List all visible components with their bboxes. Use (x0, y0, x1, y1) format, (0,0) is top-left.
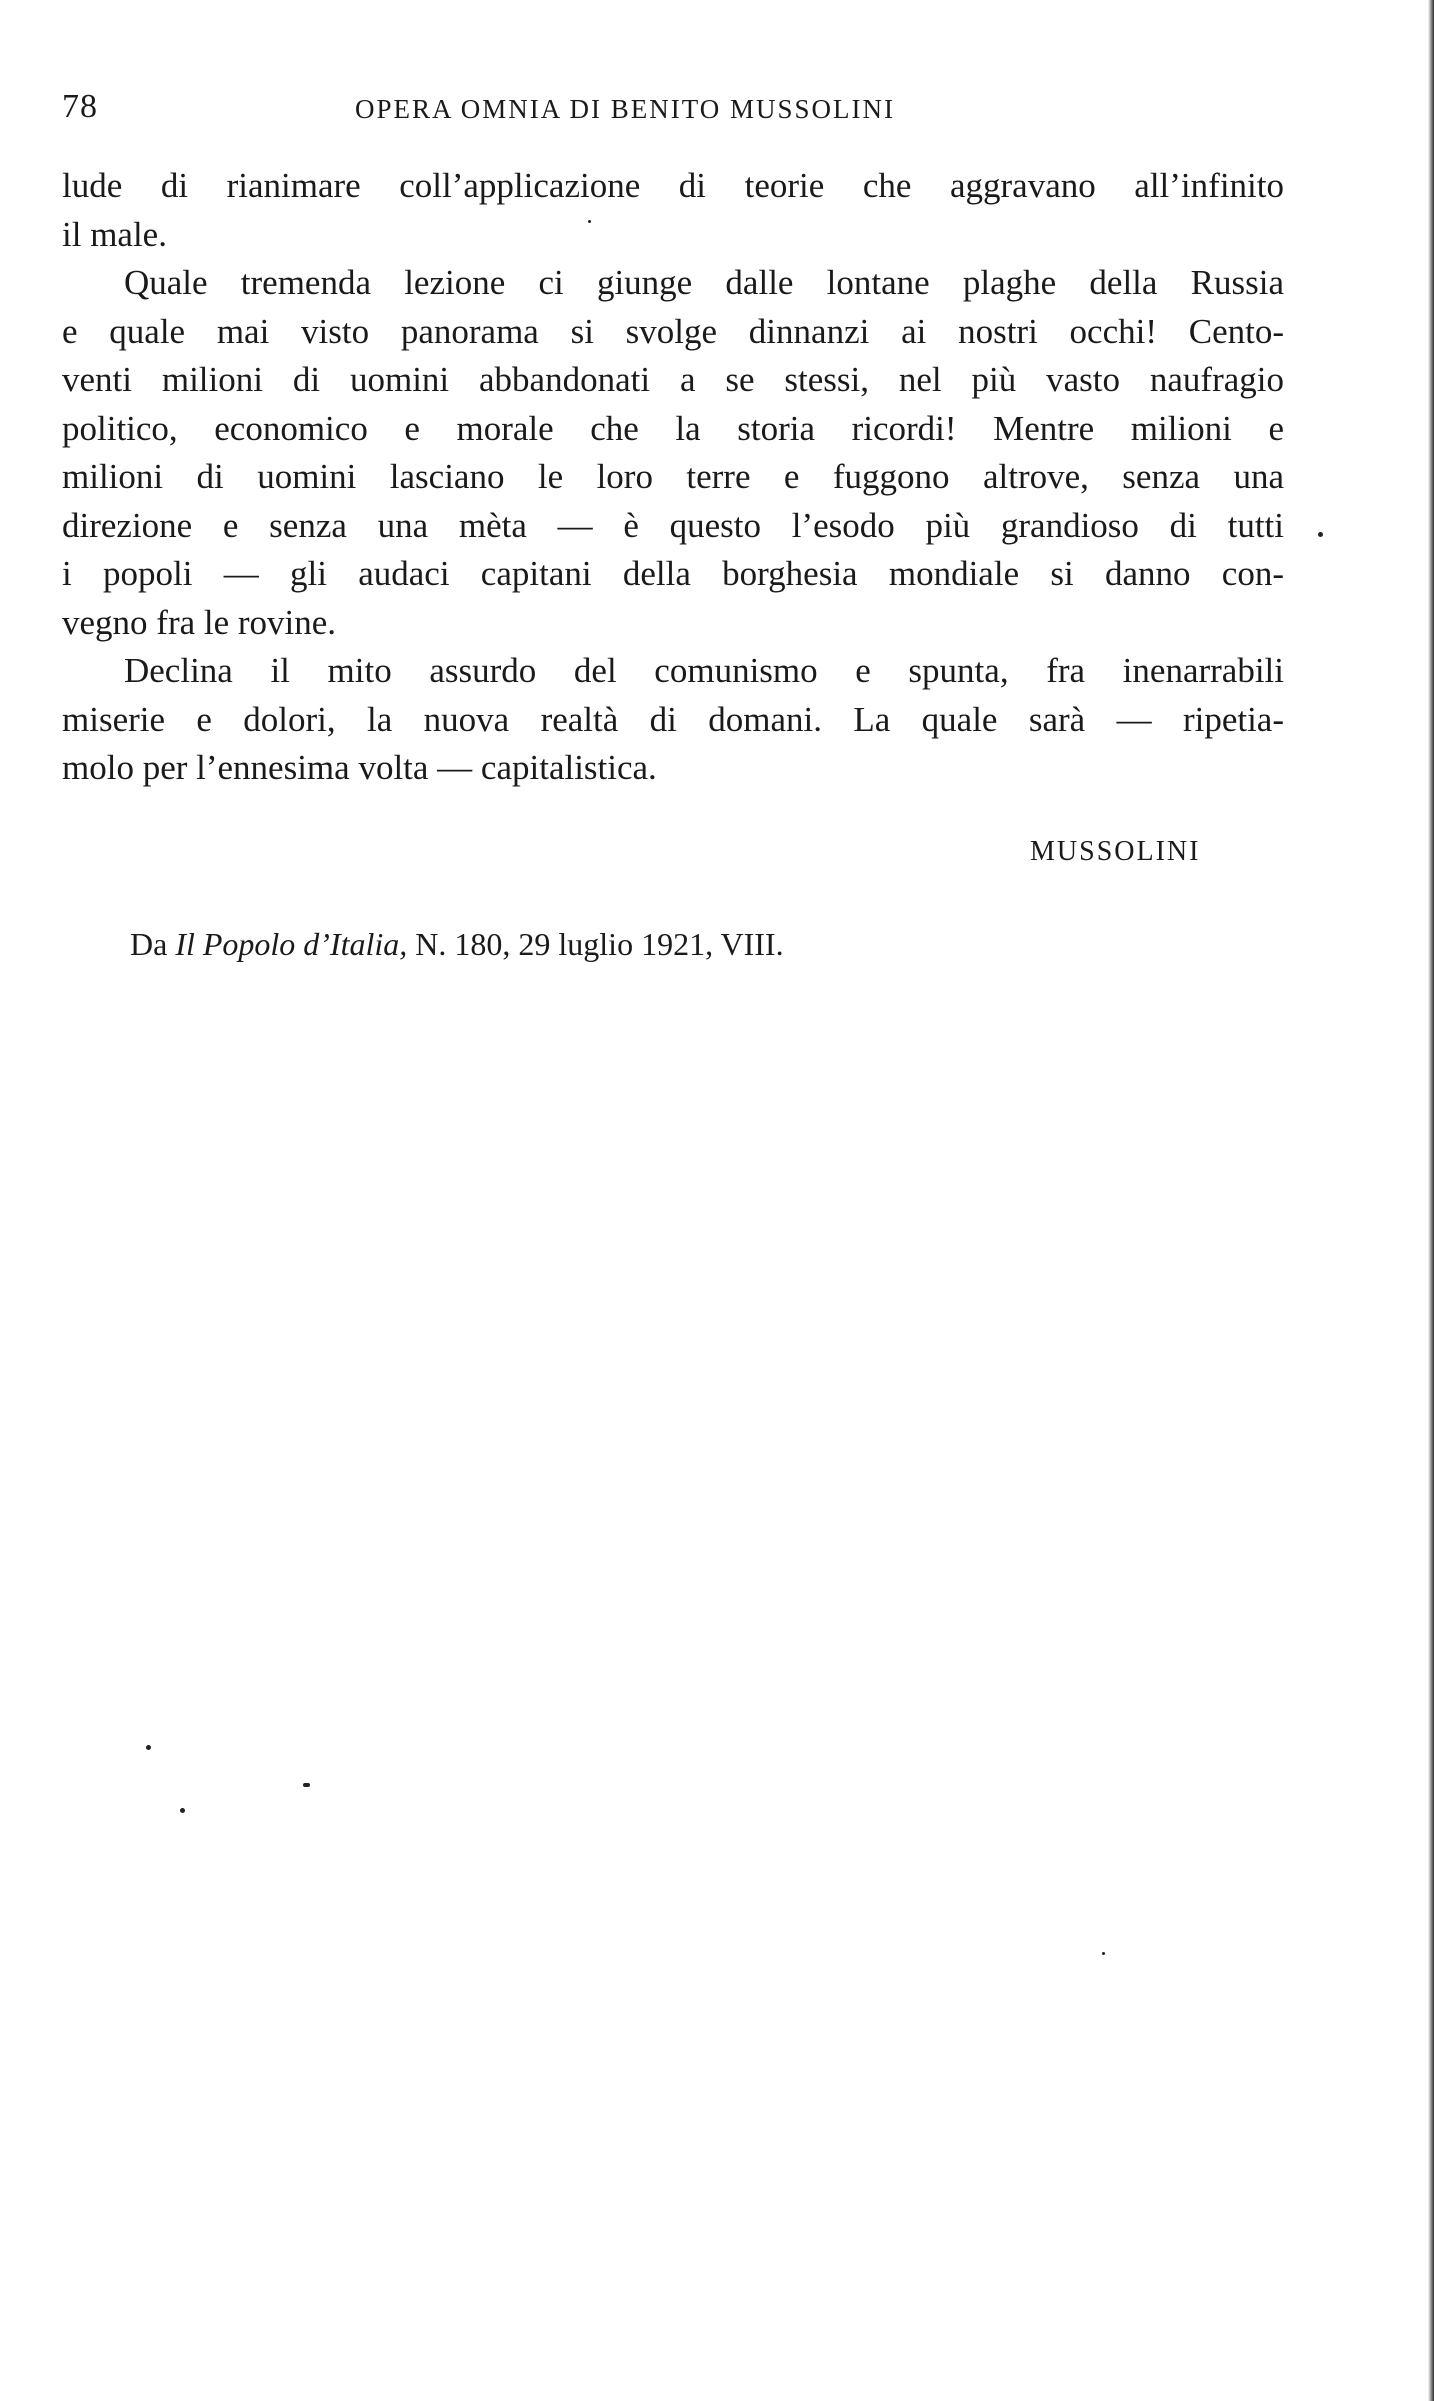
scan-speck (303, 1783, 310, 1787)
text-line: il male. (62, 214, 167, 254)
scan-speck (1318, 532, 1323, 537)
text-line: lude di rianimare coll’applicazione di teorie che aggravano all’infinito (62, 166, 1284, 205)
article-body (62, 162, 1284, 793)
scan-speck (588, 220, 591, 223)
scan-speck (146, 1745, 151, 1750)
scan-speck (180, 1808, 185, 1813)
running-title: OPERA OMNIA DI BENITO MUSSOLINI (355, 94, 896, 124)
text-line: i popoli — gli audaci capitani della borghesia mondiale si danno con- (62, 554, 1284, 593)
text-line: direzione e senza una mèta — è questo l’esodo più grandioso di tutti (62, 505, 1284, 545)
text-line: e quale mai visto panorama si svolge dinnanzi ai nostri occhi! Cento- (62, 311, 1284, 351)
text-line: miserie e dolori, la nuova realtà di domani. La quale sarà — ripetia- (62, 699, 1284, 739)
text-line: Quale tremenda lezione ci giunge dalle lontane plaghe della Russia (124, 263, 1284, 302)
source-citation (130, 926, 784, 963)
page-number: 78 (62, 88, 98, 125)
text-line: politico, economico e morale che la storia ricordi! Mentre milioni e (62, 408, 1284, 448)
publication-title: Il Popolo d’Italia, (175, 926, 408, 962)
text-line: molo per l’ennesima volta — capitalistica. (62, 748, 657, 787)
text-line: vegno fra le rovine. (62, 602, 337, 642)
author-signature: MUSSOLINI (1030, 836, 1201, 867)
scan-speck (1102, 1952, 1105, 1955)
page-binding-edge (1428, 0, 1434, 2401)
text-line: Declina il mito assurdo del comunismo e spunta, fra inenarrabili (124, 651, 1284, 690)
source-prefix: Da (130, 926, 168, 962)
text-line: milioni di uomini lasciano le loro terre e fuggono altrove, senza una (62, 457, 1284, 496)
publication-details: N. 180, 29 luglio 1921, VIII. (415, 926, 784, 962)
text-line: venti milioni di uomini abbandonati a se stessi, nel più vasto naufragio (62, 360, 1284, 399)
